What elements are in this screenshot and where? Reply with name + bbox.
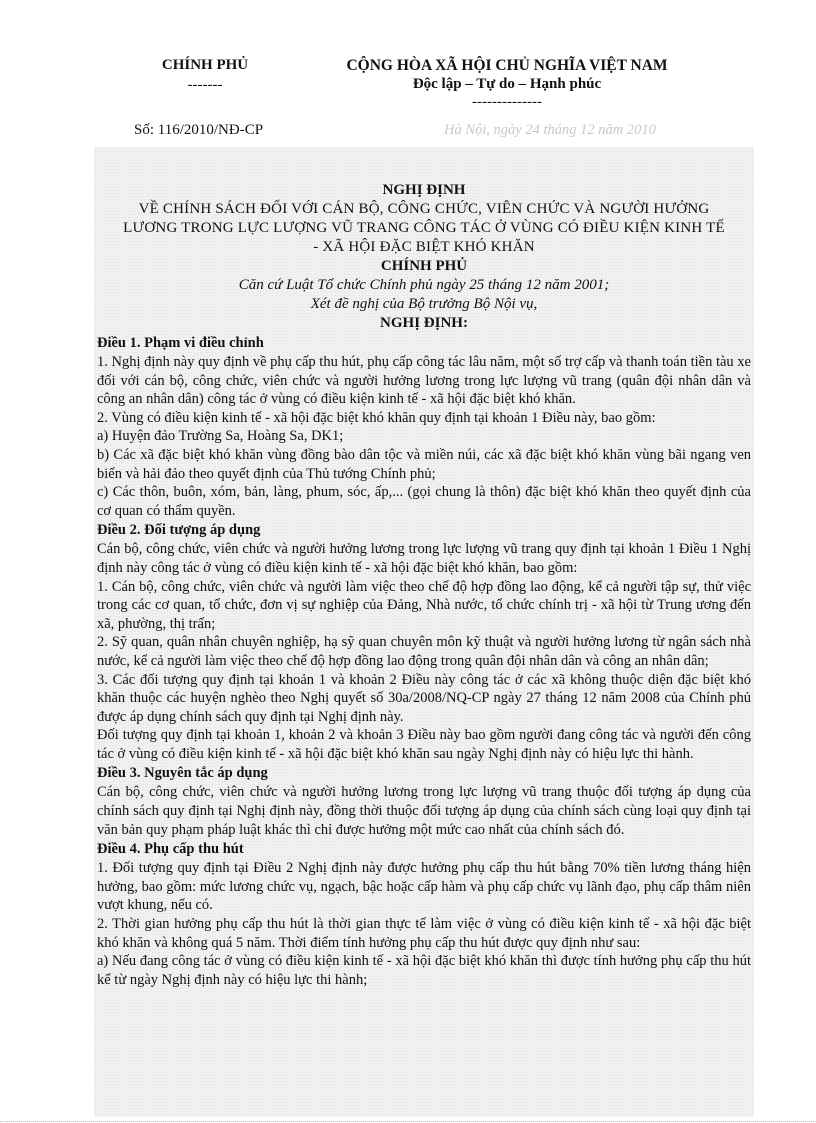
- article-paragraph: c) Các thôn, buôn, xóm, bản, làng, phum, sóc, ấp,... (gọi chung là thôn) đặc biệt khó khăn theo quyết định của cơ quan có thẩm quyền.: [97, 484, 751, 519]
- national-name: CỘNG HÒA XÃ HỘI CHỦ NGHĨA VIỆT NAM: [346, 57, 668, 74]
- decree-title-line-1: VỀ CHÍNH SÁCH ĐỐI VỚI CÁN BỘ, CÔNG CHỨC, VIÊN CHỨC VÀ NGƯỜI HƯỞNG: [138, 201, 710, 217]
- motto-rule: --------------: [472, 94, 542, 110]
- article-heading: Điều 2. Đối tượng áp dụng: [97, 522, 261, 539]
- agency-name: CHÍNH PHỦ: [161, 57, 249, 73]
- decree-title-line-3: - XÃ HỘI ĐẶC BIỆT KHÓ KHĂN: [313, 239, 535, 255]
- decree-title-line-2: LƯƠNG TRONG LỰC LƯỢNG VŨ TRANG CÔNG TÁC Ở VÙNG CÓ ĐIỀU KIỆN KINH TẾ: [123, 220, 725, 236]
- article-paragraph: 1. Đối tượng quy định tại Điều 2 Nghị định này được hưởng phụ cấp thu hút bằng 70% tiền lương tháng hiện hưởng, bao gồm: mức lương chức vụ, ngạch, bậc hoặc cấp hàm và phụ cấp chức vụ lãnh đạo, phụ cấp thâm niên vượt khung, nếu có.: [97, 860, 751, 914]
- article-paragraph: 2. Vùng có điều kiện kinh tế - xã hội đặc biệt khó khăn quy định tại khoản 1 Điều này, bao gồm:: [97, 409, 656, 426]
- article-paragraph: b) Các xã đặc biệt khó khăn vùng đồng bào dân tộc và miền núi, các xã đặc biệt khó khăn vùng bãi ngang ven biển và hải đảo theo quyết định của Thủ tướng Chính phủ;: [97, 446, 751, 482]
- article-paragraph: Đối tượng quy định tại khoản 1, khoản 2 và khoản 3 Điều này bao gồm người đang công tác và người đến công tác ở vùng có điều kiện kinh tế - xã hội đặc biệt khó khăn sau ngày Nghị định này có hiệu lực thi hành.: [97, 727, 751, 762]
- decree-heading: NGHỊ ĐỊNH:: [380, 315, 468, 331]
- article-paragraph: 2. Thời gian hưởng phụ cấp thu hút là thời gian thực tế làm việc ở vùng có điều kiện kinh tế - xã hội đặc biệt khó khăn và không quá 5 năm. Thời điểm tính hưởng phụ cấp thu hút được quy định như sau:: [97, 916, 751, 951]
- issuer: CHÍNH PHỦ: [380, 258, 468, 274]
- decree-kind: NGHỊ ĐỊNH: [382, 182, 466, 198]
- article-paragraph: Cán bộ, công chức, viên chức và người hưởng lương trong lực lượng vũ trang thuộc đối tượng áp dụng của chính sách quy định tại Nghị định này, đồng thời thuộc đối tượng áp dụng của chính sách cùng loại quy định tại văn bản quy phạm pháp luật khác thì chỉ được hưởng một mức cao nhất của chính sách đó.: [97, 784, 751, 838]
- article-paragraph: 1. Cán bộ, công chức, viên chức và người làm việc theo chế độ hợp đồng lao động, kể cả người tập sự, thử việc trong các cơ quan, tổ chức, đơn vị sự nghiệp của Đảng, Nhà nước, tổ chức chính trị - xã hội từ Trung ương đến xã, phường, thị trấn;: [97, 578, 751, 632]
- article-paragraph: Cán bộ, công chức, viên chức và người hưởng lương trong lực lượng vũ trang quy định tại khoản 1 Điều 1 Nghị định này công tác ở vùng có điều kiện kinh tế - xã hội đặc biệt khó khăn, bao gồm:: [97, 541, 751, 576]
- agency-rule: -------: [187, 77, 223, 93]
- national-motto: Độc lập – Tự do – Hạnh phúc: [412, 76, 602, 92]
- article-paragraph: 2. Sỹ quan, quân nhân chuyên nghiệp, hạ sỹ quan chuyên môn kỹ thuật và người hưởng lương từ ngân sách nhà nước, kể cả người làm việc theo chế độ hợp đồng lao động trong quân đội nhân dân và công an nhân dân;: [97, 634, 751, 669]
- document-date: Hà Nội, ngày 24 tháng 12 năm 2010: [444, 122, 656, 138]
- article-heading: Điều 3. Nguyên tắc áp dụng: [97, 765, 268, 782]
- article-heading: Điều 1. Phạm vi điều chỉnh: [97, 335, 264, 351]
- page-bottom-rule: [0, 1121, 816, 1122]
- national-block: [318, 57, 696, 111]
- document-body: [94, 147, 754, 1117]
- article-paragraph: a) Huyện đảo Trường Sa, Hoàng Sa, DK1;: [97, 428, 344, 445]
- document-number: Số: 116/2010/NĐ-CP: [134, 122, 264, 138]
- legal-basis-2: Xét đề nghị của Bộ trưởng Bộ Nội vụ,: [310, 296, 538, 312]
- legal-basis-1: Căn cứ Luật Tổ chức Chính phủ ngày 25 tháng 12 năm 2001;: [238, 277, 610, 293]
- agency-block: [130, 57, 280, 94]
- article-paragraph: a) Nếu đang công tác ở vùng có điều kiện kinh tế - xã hội đặc biệt khó khăn thì được tính hưởng phụ cấp thu hút kể từ ngày Nghị định này có hiệu lực thi hành;: [97, 953, 751, 988]
- article-paragraph: 1. Nghị định này quy định về phụ cấp thu hút, phụ cấp công tác lâu năm, một số trợ cấp và thanh toán tiền tàu xe đối với cán bộ, công chức, viên chức và người hưởng lương trong lực lượng vũ trang (quân đội nhân dân và công an nhân dân) công tác ở vùng có điều kiện kinh tế - xã hội đặc biệt khó khăn.: [97, 354, 751, 408]
- article-heading: Điều 4. Phụ cấp thu hút: [97, 841, 244, 858]
- article-paragraph: 3. Các đối tượng quy định tại khoản 1 và khoản 2 Điều này công tác ở các xã không thuộc diện đặc biệt khó khăn thuộc các huyện nghèo theo Nghị quyết số 30a/2008/NQ-CP ngày 27 tháng 12 năm 2008 của Chính phủ được áp dụng chính sách quy định tại Nghị định này.: [97, 671, 751, 725]
